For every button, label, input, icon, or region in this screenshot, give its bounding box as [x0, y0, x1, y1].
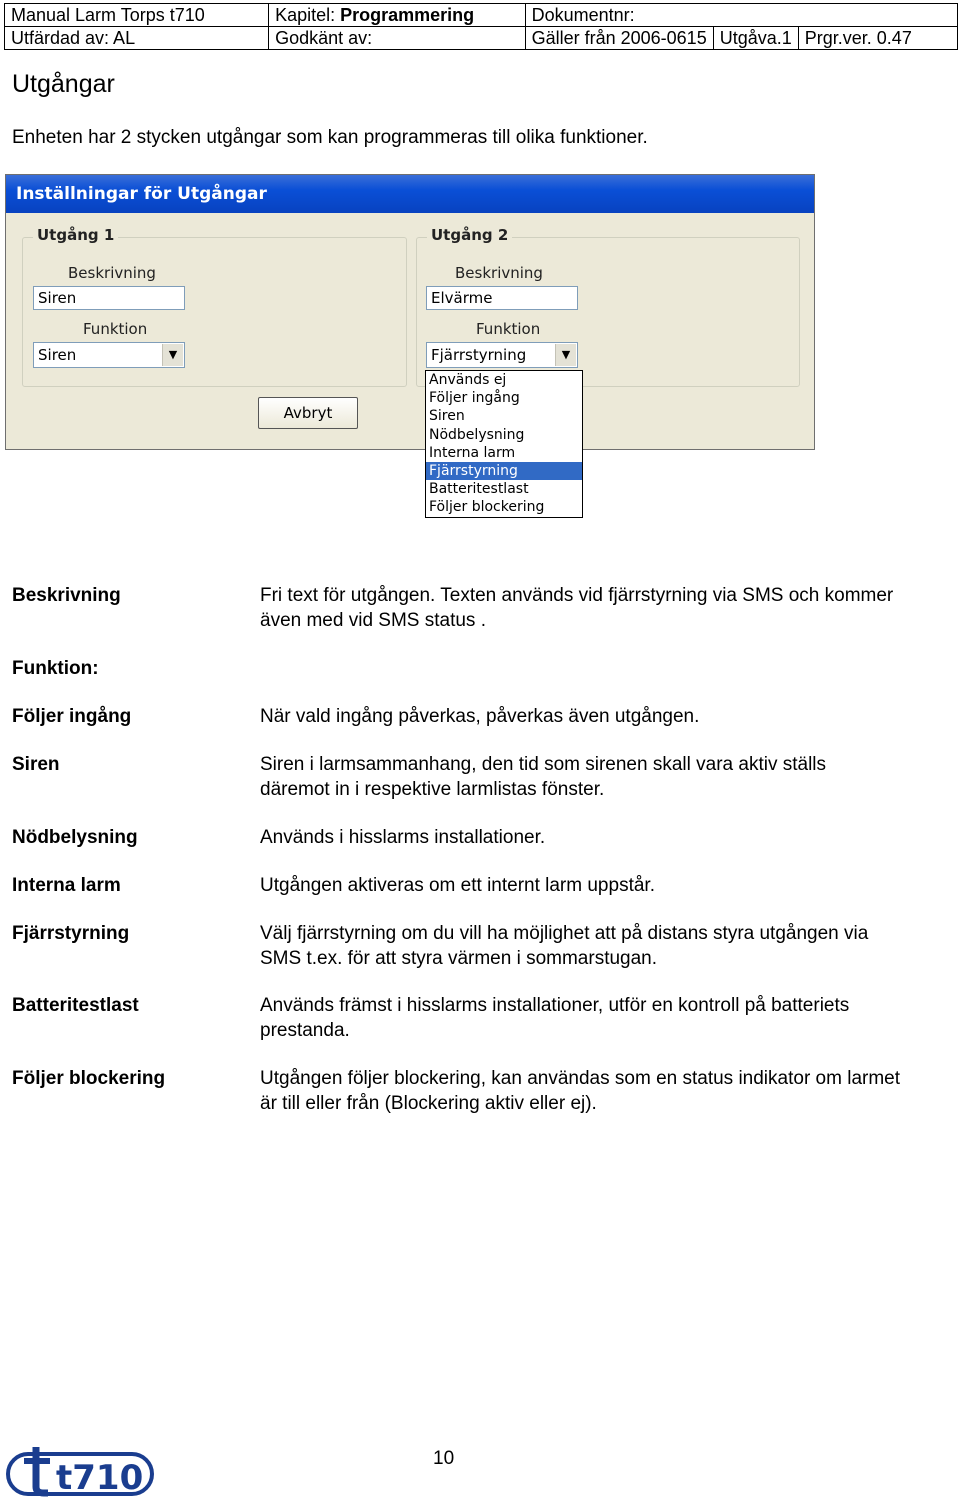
- output2-desc-label: Beskrivning: [455, 264, 543, 282]
- funktion-heading: Funktion:: [12, 658, 99, 679]
- term-foljer-ingang: Följer ingång: [12, 706, 132, 727]
- definition-foljer-blockering: Utgången följer blockering, kan användas som en status indikator om larmet är till eller från (Blockering aktiv eller ej).: [260, 1068, 901, 1114]
- header-approved-by: Godkänt av:: [269, 27, 526, 50]
- header-docnr: Dokumentnr:: [525, 4, 957, 27]
- term-nodbelysning: Nödbelysning: [12, 827, 138, 848]
- output1-desc-label: Beskrivning: [68, 264, 156, 282]
- dropdown-option[interactable]: Nödbelysning: [429, 426, 525, 443]
- header-program-version: Prgr.ver. 0.47: [798, 27, 957, 50]
- page-number: 10: [433, 1448, 455, 1469]
- header-chapter: [269, 4, 526, 27]
- output1-legend: Utgång 1: [33, 226, 118, 244]
- output1-func-select[interactable]: [33, 342, 185, 368]
- dropdown-option-selected[interactable]: Fjärrstyrning: [426, 462, 582, 480]
- cancel-button[interactable]: Avbryt: [258, 397, 358, 429]
- intro-text: Enheten har 2 stycken utgångar som kan programmeras till olika funktioner.: [12, 127, 648, 148]
- output2-func-value: Fjärrstyrning: [431, 346, 527, 364]
- output1-desc-input[interactable]: Siren: [33, 286, 185, 310]
- header-manual: Manual Larm Torps t710: [5, 4, 269, 27]
- output1-func-value: Siren: [38, 346, 77, 364]
- header-valid-date: Gäller från 2006-0615: [526, 27, 714, 49]
- header-chapter-value: Programmering: [340, 5, 475, 25]
- function-dropdown-list: [425, 370, 583, 518]
- definition-interna-larm: Utgången aktiveras om ett internt larm uppstår.: [260, 875, 655, 896]
- page-title: Utgångar: [12, 70, 115, 98]
- chevron-down-icon[interactable]: ▼: [555, 344, 576, 366]
- term-interna-larm: Interna larm: [12, 875, 121, 896]
- output1-group: [22, 226, 407, 387]
- document-header: [4, 3, 958, 50]
- header-valid-from: [525, 27, 798, 50]
- definition-batteritestlast: Används främst i hisslarms installationer, utför en kontroll på batteriets prestanda.: [260, 995, 850, 1041]
- definition-fjarrstyrning: Välj fjärrstyrning om du vill ha möjlighet att på distans styra utgången via SMS t.ex. för att styra värmen i sommarstugan.: [260, 923, 869, 969]
- output2-func-select[interactable]: [426, 342, 578, 368]
- dialog-titlebar: Inställningar för Utgångar: [6, 175, 814, 213]
- header-chapter-label: Kapitel:: [275, 5, 341, 25]
- dropdown-option[interactable]: Batteritestlast: [429, 481, 529, 498]
- dropdown-option[interactable]: Interna larm: [429, 444, 516, 461]
- output1-func-label: Funktion: [83, 320, 148, 338]
- dropdown-option[interactable]: Siren: [429, 408, 465, 425]
- term-fjarrstyrning: Fjärrstyrning: [12, 923, 130, 944]
- definition-beskrivning: Fri text för utgången. Texten används vid fjärrstyrning via SMS och kommer även med vid SMS status .: [260, 585, 894, 631]
- t710-logo: [6, 1445, 156, 1499]
- definition-siren: Siren i larmsammanhang, den tid som sirenen skall vara aktiv ställs däremot in i respektive larmlistas fönster.: [260, 754, 827, 800]
- term-beskrivning: Beskrivning: [12, 585, 121, 606]
- output2-legend: Utgång 2: [427, 226, 512, 244]
- definition-nodbelysning: Används i hisslarms installationer.: [260, 827, 546, 848]
- logo-text: t710: [56, 1458, 144, 1498]
- chevron-down-icon[interactable]: ▼: [162, 344, 183, 366]
- dropdown-option[interactable]: Följer blockering: [429, 499, 545, 516]
- settings-dialog: [5, 174, 815, 450]
- output2-desc-input[interactable]: Elvärme: [426, 286, 578, 310]
- term-foljer-blockering: Följer blockering: [12, 1068, 166, 1089]
- output2-func-label: Funktion: [476, 320, 541, 338]
- header-issued-by: Utfärdad av: AL: [5, 27, 269, 50]
- definition-foljer-ingang: När vald ingång påverkas, påverkas även utgången.: [260, 706, 700, 727]
- term-batteritestlast: Batteritestlast: [12, 995, 139, 1016]
- dropdown-option[interactable]: Följer ingång: [429, 390, 520, 407]
- header-edition: Utgåva.1: [719, 28, 792, 48]
- dropdown-option[interactable]: Används ej: [429, 372, 507, 388]
- term-siren: Siren: [12, 754, 60, 775]
- output2-group: [416, 226, 800, 387]
